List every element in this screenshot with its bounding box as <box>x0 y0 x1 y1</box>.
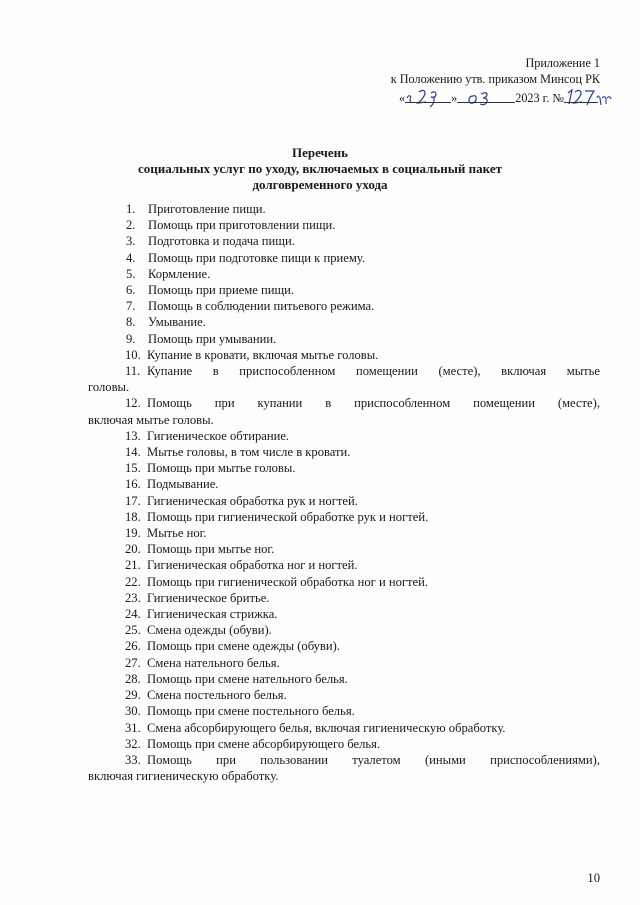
item-text: Помощь при подготовке пищи к приему. <box>148 250 365 265</box>
item-number: 20. <box>125 542 141 557</box>
list-item <box>88 671 600 687</box>
item-text: Помощь при приеме пищи. <box>148 283 295 298</box>
item-text: Умывание. <box>148 315 206 330</box>
open-quote: « <box>399 91 406 105</box>
item-text: Гигиеническая обработка ног и ногтей. <box>147 558 358 573</box>
item-text: Мытье головы, в том числе в кровати. <box>147 445 351 460</box>
list-item <box>88 444 600 460</box>
item-number: 28. <box>125 671 141 686</box>
item-text: Гигиеническое обтирание. <box>147 428 290 443</box>
item-number: 19. <box>125 526 141 541</box>
item-text: Помощь при мытье головы. <box>147 461 296 476</box>
item-text: Помощь при смене абсорбирующего белья. <box>147 736 381 751</box>
item-number: 11. <box>125 364 141 379</box>
item-text: Приготовление пищи. <box>148 202 266 216</box>
list-item <box>88 703 600 719</box>
item-text: Помощь при пользовании туалетом (иными приспособлениями), <box>147 752 600 767</box>
title-line-2: социальных услуг по уходу, включаемых в социальный пакет <box>138 161 502 176</box>
appendix-order-date-line <box>399 86 616 106</box>
item-number: 2. <box>126 218 136 233</box>
list-item <box>88 655 600 671</box>
handwritten-order-number <box>564 86 616 106</box>
list-item <box>88 298 600 314</box>
list-item <box>88 363 600 395</box>
item-text-continuation: головы. <box>88 380 130 395</box>
list-item <box>88 590 600 606</box>
item-number: 16. <box>125 477 141 492</box>
list-item <box>88 233 600 249</box>
item-text: Помощь при мытье ног. <box>147 542 275 557</box>
item-number: 17. <box>125 493 141 508</box>
item-text: Гигиеническая обработка рук и ногтей. <box>147 493 358 508</box>
item-number: 25. <box>125 623 141 638</box>
list-item <box>88 282 600 298</box>
list-item <box>88 460 600 476</box>
item-number: 14. <box>125 445 141 460</box>
item-text: Помощь при смене нательного белья. <box>147 671 348 686</box>
page-number: 10 <box>587 871 600 885</box>
appendix-regulation-reference: к Положению утв. приказом Минсоц РК <box>390 72 600 86</box>
order-year-text: 2023 г. № <box>515 91 564 105</box>
item-text-continuation: включая гигиеническую обработку. <box>88 769 279 784</box>
list-item <box>88 622 600 638</box>
title-line-3: долговременного ухода <box>252 177 388 192</box>
item-text: Помощь при приготовлении пищи. <box>148 218 336 233</box>
item-text: Смена абсорбирующего белья, включая гигиеническую обработку. <box>147 720 506 735</box>
item-number: 3. <box>126 234 136 249</box>
item-text: Подготовка и подача пищи. <box>148 234 295 249</box>
list-item <box>88 217 600 233</box>
list-item <box>88 541 600 557</box>
item-text: Гигиеническая стрижка. <box>147 607 278 622</box>
item-number: 5. <box>126 266 136 281</box>
handwritten-month <box>457 86 515 106</box>
item-number: 7. <box>126 299 136 314</box>
item-number: 18. <box>125 509 141 524</box>
item-text: Помощь при смене одежды (обуви). <box>147 639 340 654</box>
handwritten-day <box>405 86 451 106</box>
item-number: 9. <box>126 331 136 346</box>
item-number: 15. <box>125 461 141 476</box>
item-text: Помощь при умывании. <box>148 331 277 346</box>
list-item <box>88 606 600 622</box>
list-item <box>88 250 600 266</box>
item-number: 21. <box>125 558 141 573</box>
item-text: Купание в приспособленном помещении (месте), включая мытье <box>147 364 600 379</box>
list-item <box>88 509 600 525</box>
handwritten-day-ink <box>405 86 451 106</box>
item-text: Помощь при смене постельного белья. <box>147 704 355 719</box>
list-item <box>88 525 600 541</box>
item-number: 10. <box>125 347 141 362</box>
list-item <box>88 331 600 347</box>
list-item <box>88 687 600 703</box>
item-number: 30. <box>125 704 141 719</box>
item-number: 22. <box>125 574 141 589</box>
item-number: 33. <box>125 752 141 767</box>
list-item <box>88 201 600 217</box>
item-number: 1. <box>126 202 136 216</box>
item-number: 31. <box>125 720 141 735</box>
item-number: 29. <box>125 688 141 703</box>
item-text: Помощь при купании в приспособленном помещении (месте), <box>147 396 600 411</box>
item-text: Мытье ног. <box>147 526 207 541</box>
appendix-label: Приложение 1 <box>525 56 600 70</box>
document-title <box>0 145 640 193</box>
list-item <box>88 574 600 590</box>
item-text: Помощь при гигиенической обработка ног и ногтей. <box>147 574 429 589</box>
item-text: Гигиеническое бритье. <box>147 590 270 605</box>
item-text: Смена одежды (обуви). <box>147 623 272 638</box>
list-item <box>88 314 600 330</box>
list-item <box>88 476 600 492</box>
handwritten-order-number-ink <box>564 86 616 106</box>
item-number: 24. <box>125 607 141 622</box>
list-item <box>88 557 600 573</box>
close-quote: » <box>451 91 458 105</box>
list-item <box>88 736 600 752</box>
list-item <box>88 266 600 282</box>
item-number: 8. <box>126 315 136 330</box>
list-item <box>88 752 600 784</box>
services-list <box>88 201 600 784</box>
list-item <box>88 347 600 363</box>
list-item <box>88 638 600 654</box>
item-text: Купание в кровати, включая мытье головы. <box>147 347 379 362</box>
item-text-continuation: включая мытье головы. <box>88 412 214 427</box>
list-item <box>88 395 600 427</box>
item-number: 6. <box>126 283 136 298</box>
item-number: 13. <box>125 428 141 443</box>
list-item <box>88 720 600 736</box>
item-text: Смена постельного белья. <box>147 688 287 703</box>
item-text: Помощь при гигиенической обработке рук и ногтей. <box>147 509 429 524</box>
item-text: Кормление. <box>148 266 211 281</box>
item-number: 32. <box>125 736 141 751</box>
item-number: 27. <box>125 655 141 670</box>
item-text: Смена нательного белья. <box>147 655 280 670</box>
list-item <box>88 493 600 509</box>
item-number: 12. <box>125 396 141 411</box>
item-number: 26. <box>125 639 141 654</box>
title-line-1: Перечень <box>291 145 349 160</box>
list-item <box>88 428 600 444</box>
item-text: Помощь в соблюдении питьевого режима. <box>148 299 375 314</box>
item-text: Подмывание. <box>147 477 219 492</box>
item-number: 23. <box>125 590 141 605</box>
item-number: 4. <box>126 250 136 265</box>
handwritten-month-ink <box>457 86 515 106</box>
